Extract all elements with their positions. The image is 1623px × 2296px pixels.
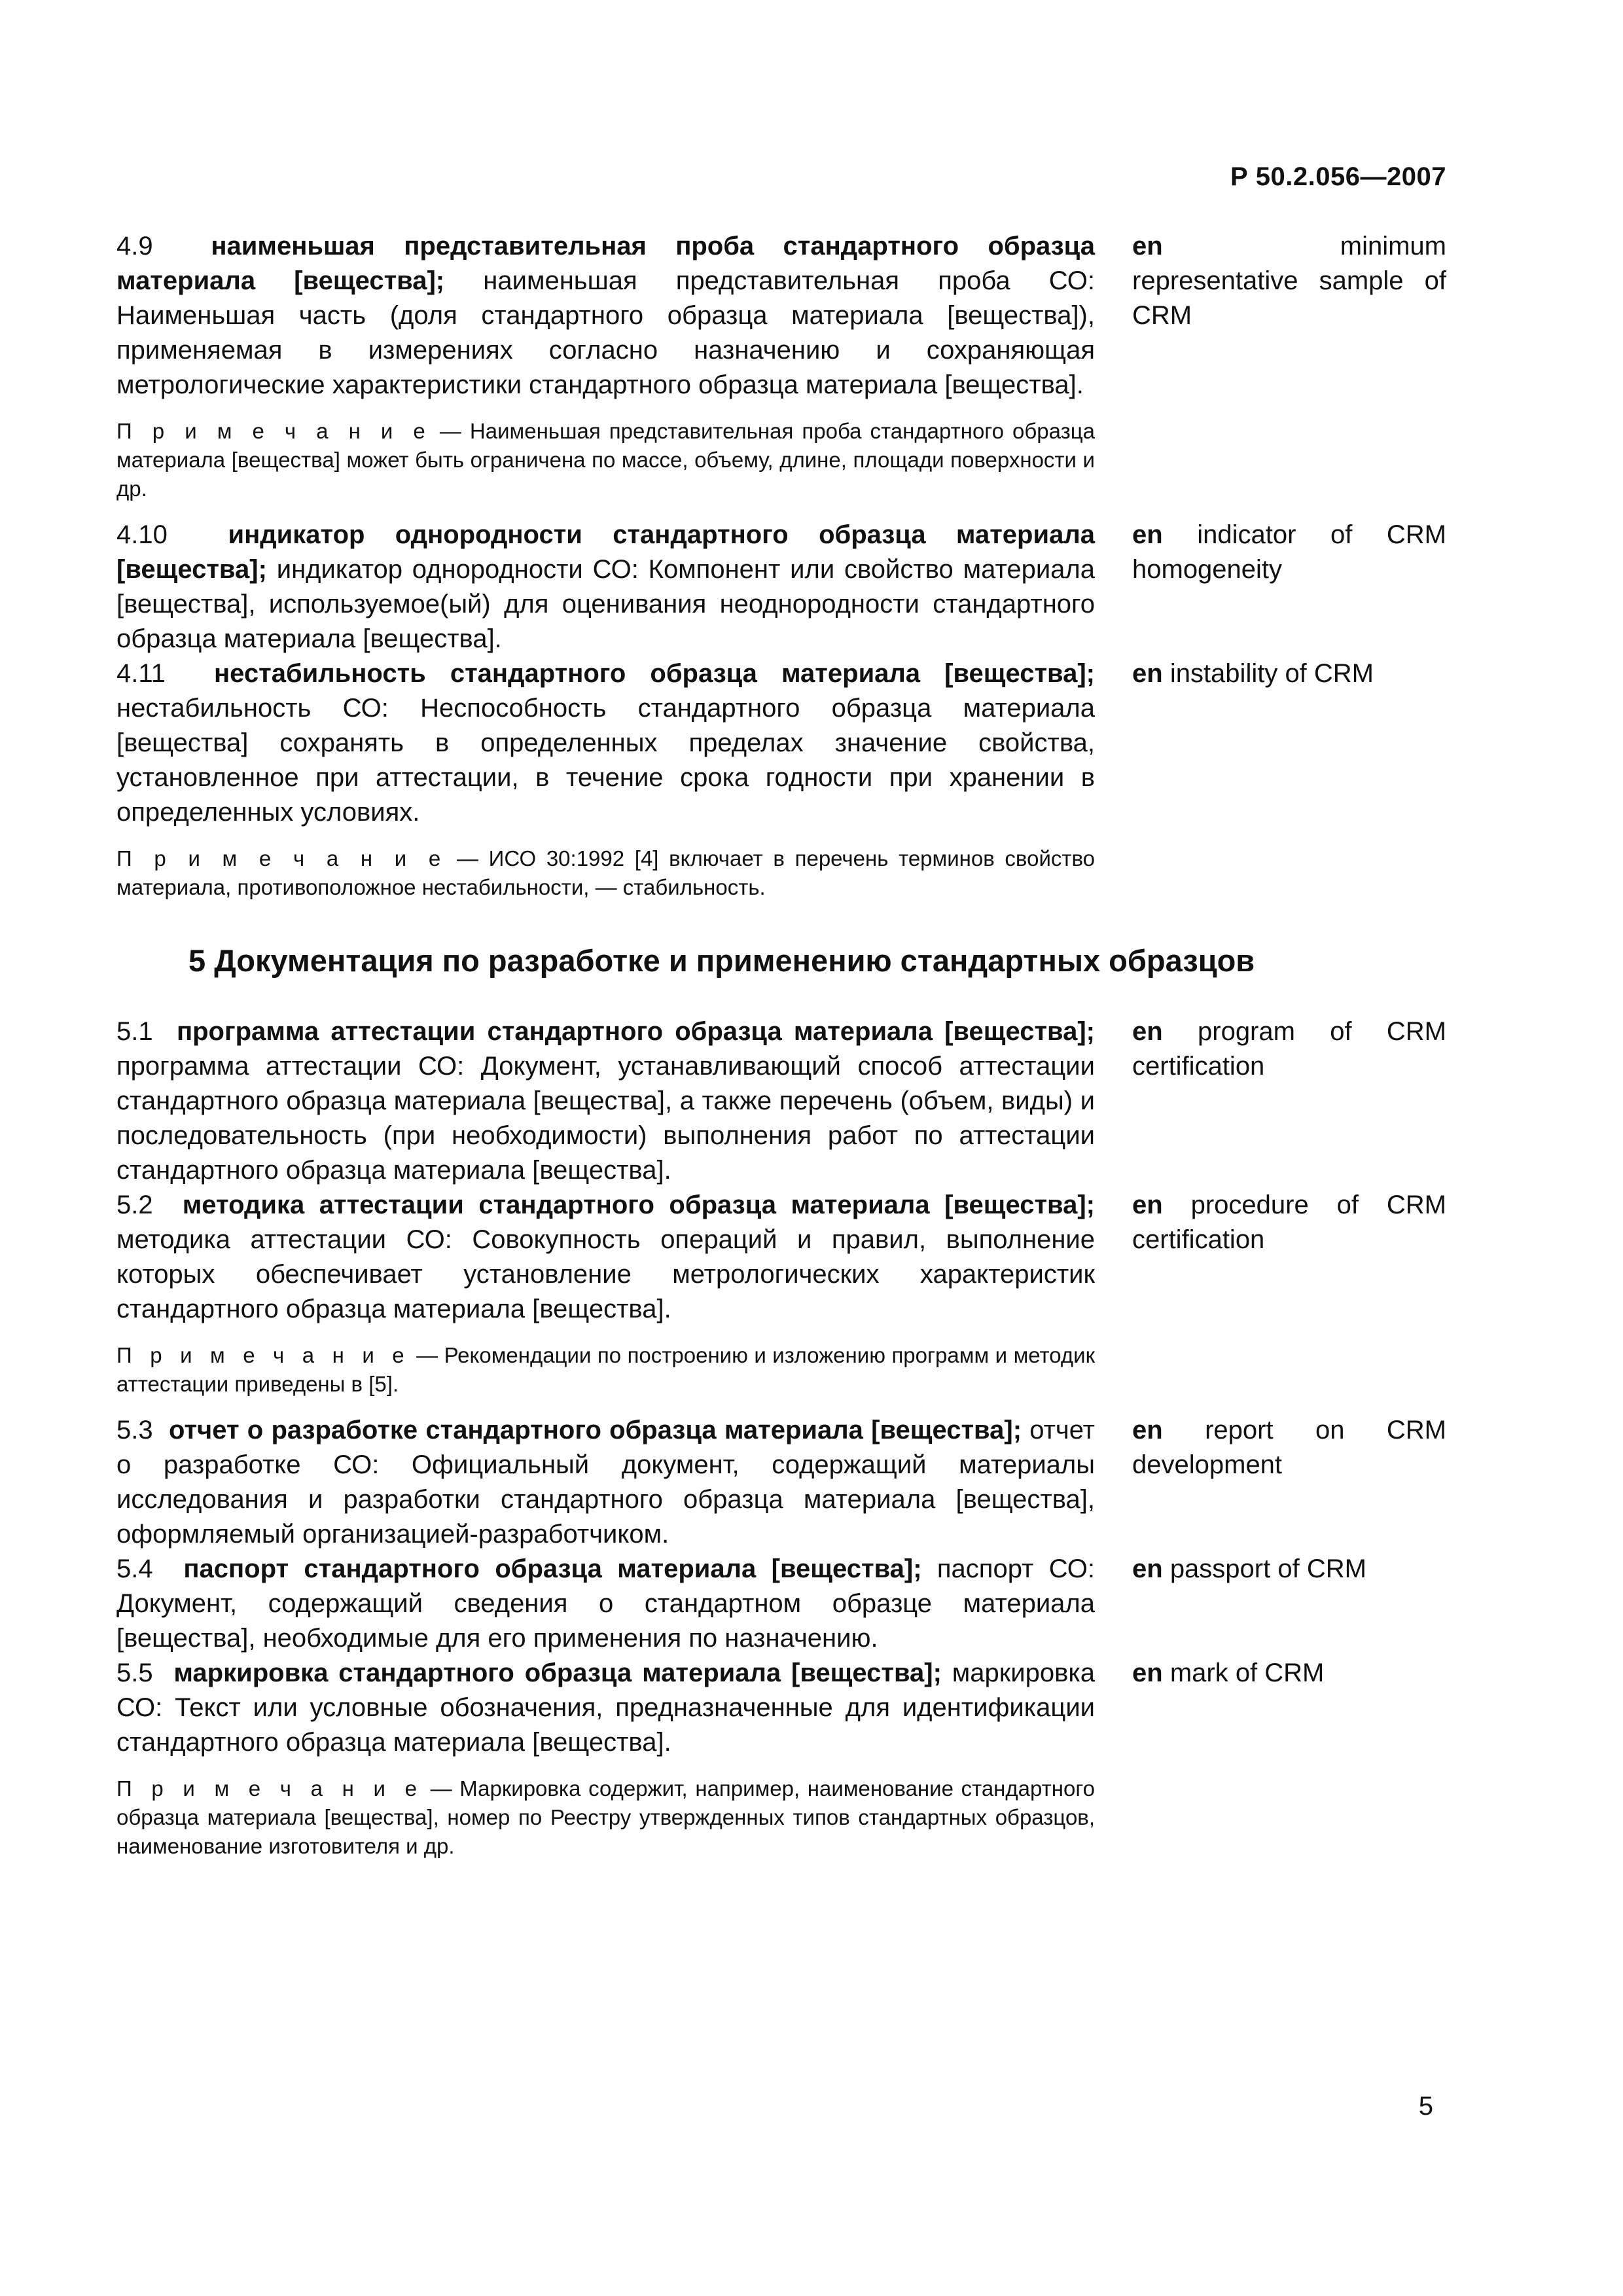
term-number: 4.11 <box>116 659 166 688</box>
note-label: П р и м е ч а н и е <box>116 1776 423 1801</box>
term-number: 5.3 <box>116 1416 153 1444</box>
english-equivalent <box>1132 518 1446 656</box>
term-number: 4.9 <box>116 232 153 260</box>
note-text: — Рекомендации по построению и изложению программ и методик аттестации приведены в [5]. <box>116 1343 1096 1396</box>
english-term: passport of CRM <box>1169 1554 1366 1583</box>
document-body <box>116 229 1446 1875</box>
language-code: en <box>1132 232 1163 260</box>
term-text <box>116 1188 1095 1327</box>
term-definition: индикатор однородности СО: Компонент или свойство материала [вещества], используемое(ый) для оценивания неоднородности стандартного образца материала [вещества]. <box>116 555 1095 653</box>
term-number: 5.1 <box>116 1017 153 1046</box>
language-code: en <box>1132 659 1163 688</box>
term-definition: программа аттестации СО: Документ, устанавливающий способ аттестации стандартного образца материала [вещества], а также перечень (объем, виды) и последовательность (при необходимости) выполнения работ по аттестации стандартного образца материала [вещества]. <box>116 1052 1095 1185</box>
term-title: отчет о разработке стандартного образца материала [вещества]; <box>169 1416 1022 1444</box>
note-text: — Маркировка содержит, например, наименование стандартного образца материала [вещества], номер по Реестру утвержденных типов стандартных образцов, наименование изготовителя и др. <box>116 1776 1095 1858</box>
note-label: П р и м е ч а н и е <box>116 419 431 443</box>
english-equivalent <box>1132 1014 1446 1188</box>
term-text <box>116 656 1095 830</box>
term-note <box>116 1341 1095 1399</box>
english-term: minimum representative sample of CRM <box>1132 232 1446 330</box>
note-text: — ИСО 30:1992 [4] включает в перечень терминов свойство материала, противоположное нестабильности, — стабильность. <box>116 846 1096 899</box>
term-entry <box>116 229 1446 403</box>
term-number: 5.5 <box>116 1659 153 1687</box>
english-term: instability of CRM <box>1169 659 1374 688</box>
term-entry <box>116 1552 1446 1656</box>
term-entry <box>116 1413 1446 1552</box>
english-equivalent <box>1132 1552 1446 1656</box>
note-label: П р и м е ч а н и е <box>116 1343 410 1367</box>
term-number: 5.2 <box>116 1191 153 1219</box>
language-code: en <box>1132 1659 1163 1687</box>
term-note <box>116 1774 1095 1861</box>
term-text <box>116 1413 1095 1552</box>
term-entry <box>116 1188 1446 1327</box>
note-label: П р и м е ч а н и е <box>116 846 447 870</box>
term-text <box>116 229 1095 403</box>
english-term: program of CRM certification <box>1132 1017 1446 1081</box>
term-title: маркировка стандартного образца материала [вещества]; <box>173 1659 942 1687</box>
document-code: Р 50.2.056—2007 <box>1230 162 1446 191</box>
section-heading: 5 Документация по разработке и применению стандартных образцов <box>188 943 1255 978</box>
term-text <box>116 1552 1095 1656</box>
english-term: procedure of CRM certification <box>1132 1191 1446 1254</box>
language-code: en <box>1132 520 1163 549</box>
english-equivalent <box>1132 229 1446 403</box>
term-title: наименьшая представительная проба стандартного образца материала [вещества]; <box>116 232 1095 295</box>
english-equivalent <box>1132 1656 1446 1760</box>
term-title: индикатор однородности стандартного образца материала [вещества]; <box>116 520 1095 584</box>
language-code: en <box>1132 1416 1163 1444</box>
term-note <box>116 844 1095 902</box>
english-equivalent <box>1132 656 1446 830</box>
term-title: паспорт стандартного образца материала [вещества]; <box>183 1554 922 1583</box>
term-definition: маркировка СО: Текст или условные обозначения, предназначенные для идентификации стандартного образца материала [вещества]. <box>116 1659 1095 1757</box>
page-number: 5 <box>1418 2092 1433 2121</box>
term-entry <box>116 1014 1446 1188</box>
term-number: 4.10 <box>116 520 168 549</box>
term-note <box>116 417 1095 503</box>
term-title: нестабильность стандартного образца материала [вещества]; <box>214 659 1095 688</box>
term-text <box>116 1656 1095 1760</box>
term-definition: нестабильность СО: Неспособность стандартного образца материала [вещества] сохранять в определенных пределах значение свойства, установленное при аттестации, в течение срока годности при хранении в определенных условиях. <box>116 694 1095 827</box>
term-entry <box>116 1656 1446 1760</box>
term-definition: наименьшая представительная проба СО: Наименьшая часть (доля стандартного образца материала [вещества]), применяемая в измерениях согласно назначению и сохраняющая метрологические характеристики стандартного образца материала [вещества]. <box>116 266 1095 399</box>
language-code: en <box>1132 1017 1163 1046</box>
term-entry <box>116 656 1446 830</box>
english-term: mark of CRM <box>1169 1659 1325 1687</box>
term-text <box>116 518 1095 656</box>
term-text <box>116 1014 1095 1188</box>
term-definition: паспорт СО: Документ, содержащий сведения о стандартном образце материала [вещества], необходимые для его применения по назначению. <box>116 1554 1095 1653</box>
term-title: методика аттестации стандартного образца материала [вещества]; <box>182 1191 1095 1219</box>
english-equivalent <box>1132 1413 1446 1552</box>
english-term: indicator of CRM homogeneity <box>1132 520 1446 584</box>
term-number: 5.4 <box>116 1554 153 1583</box>
term-definition: методика аттестации СО: Совокупность операций и правил, выполнение которых обеспечивает установление метрологических характеристик стандартного образца материала [вещества]. <box>116 1225 1095 1323</box>
english-equivalent <box>1132 1188 1446 1327</box>
term-title: программа аттестации стандартного образца материала [вещества]; <box>176 1017 1095 1046</box>
language-code: en <box>1132 1191 1163 1219</box>
english-term: report on CRM development <box>1132 1416 1446 1479</box>
term-entry <box>116 518 1446 656</box>
note-text: — Наименьшая представительная проба стандартного образца материала [вещества] может быть ограничена по массе, объему, длине, площади поверхности и др. <box>116 419 1096 501</box>
language-code: en <box>1132 1554 1163 1583</box>
term-definition: отчет о разработке СО: Официальный документ, содержащий материалы исследования и разработки стандартного образца материала [вещества], оформляемый организацией-разработчиком. <box>116 1416 1095 1549</box>
